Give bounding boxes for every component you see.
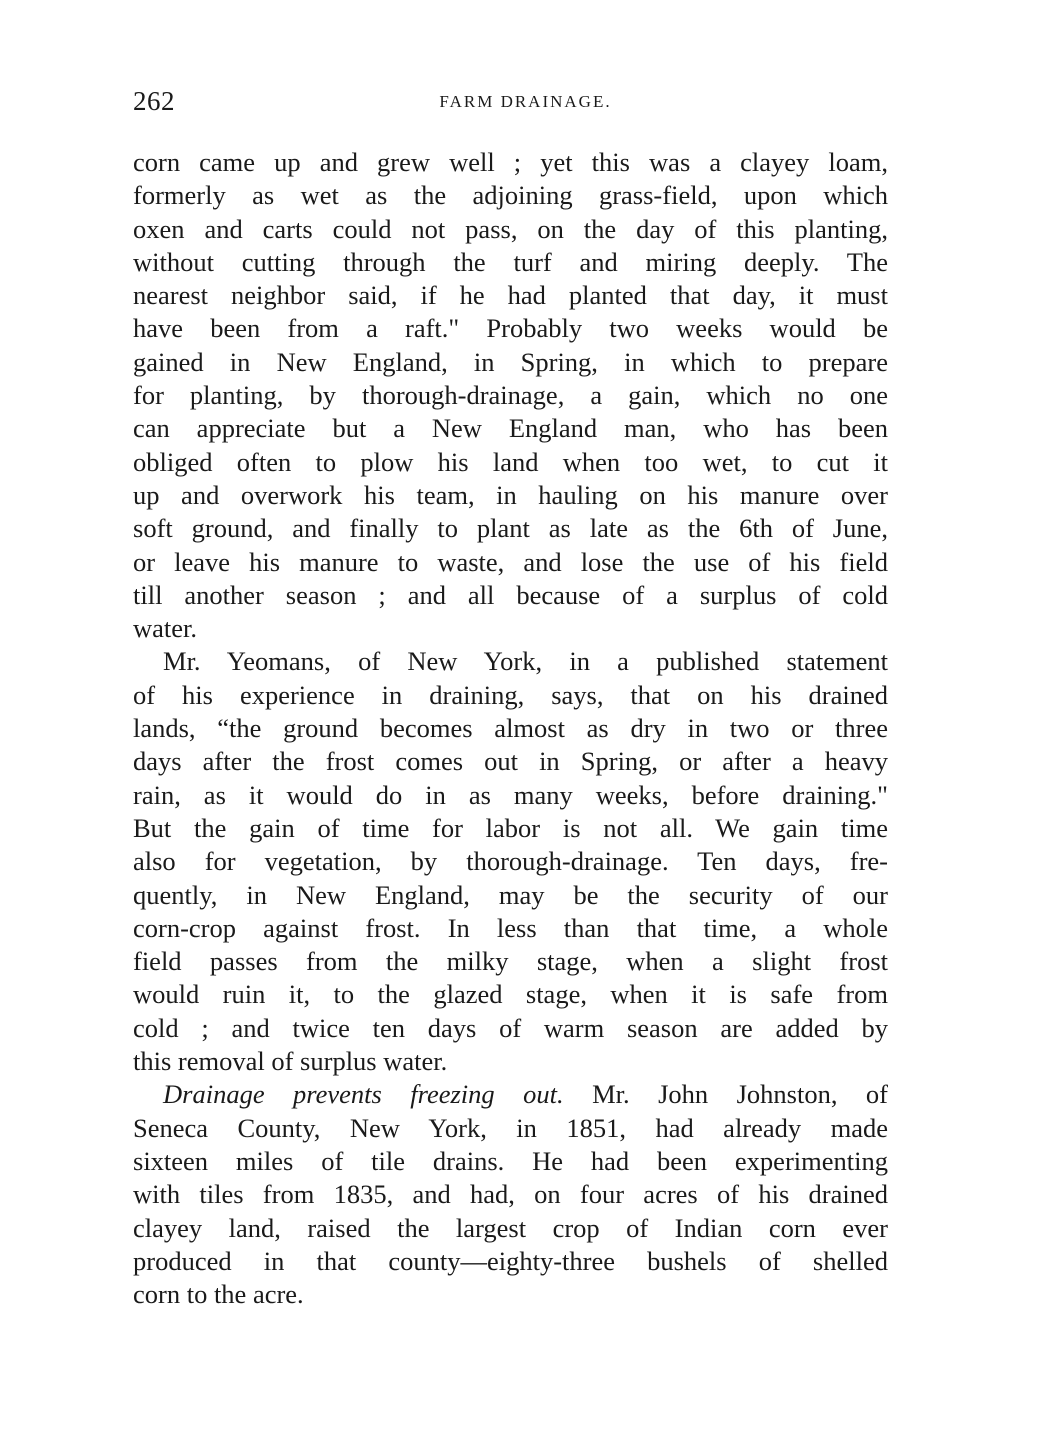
text-line: days after the frost comes out in Spring, or after a heavy <box>133 746 888 777</box>
running-head: FARM DRAINAGE. <box>439 92 612 111</box>
text-line: cold ; and twice ten days of warm season are added by <box>133 1012 888 1043</box>
text-line: of his experience in draining, says, that on his drained <box>133 679 888 710</box>
text-line: soft ground, and finally to plant as late as the 6th of June, <box>133 513 888 544</box>
text-line: this removal of surplus water. <box>133 1046 448 1077</box>
text-line: for planting, by thorough-drainage, a gain, which no one <box>133 380 888 411</box>
text-line: oxen and carts could not pass, on the day of this planting, <box>133 213 888 244</box>
text-line: produced in that county—eighty-three bushels of shelled <box>133 1245 888 1276</box>
text-line: gained in New England, in Spring, in which to prepare <box>133 346 888 377</box>
text-line: have been from a raft." Probably two weeks would be <box>133 313 888 344</box>
text-line: lands, “the ground becomes almost as dry in two or three <box>133 713 888 744</box>
paragraph-3 <box>133 1078 888 1311</box>
italic-run-in-heading: Drainage prevents freezing out. <box>163 1079 564 1110</box>
text-line: up and overwork his team, in hauling on his manure over <box>133 479 888 510</box>
text-line: Mr. Yeomans, of New York, in a published statement <box>163 646 888 677</box>
text-line: corn to the acre. <box>133 1279 304 1310</box>
text-line: nearest neighbor said, if he had planted that day, it must <box>133 280 888 311</box>
text-line: formerly as wet as the adjoining grass-field, upon which <box>133 180 888 211</box>
body-text <box>133 146 888 1311</box>
page-number: 262 <box>133 86 175 116</box>
text-line: or leave his manure to waste, and lose the use of his field <box>133 546 888 577</box>
text-line: obliged often to plow his land when too wet, to cut it <box>133 446 888 477</box>
text-line: can appreciate but a New England man, who has been <box>133 413 888 444</box>
text-line: quently, in New England, may be the security of our <box>133 879 888 910</box>
text-line: corn came up and grew well ; yet this was a clayey loam, <box>133 147 888 177</box>
text-run: Mr. John Johnston, of <box>563 1079 888 1110</box>
text-line: Seneca County, New York, in 1851, had already made <box>133 1112 888 1143</box>
text-line <box>133 1078 888 1111</box>
text-line: corn-crop against frost. In less than that time, a whole <box>133 912 888 943</box>
text-line: till another season ; and all because of a surplus of cold <box>133 579 888 610</box>
page-header <box>133 86 888 120</box>
text-line: sixteen miles of tile drains. He had been experimenting <box>133 1145 888 1176</box>
text-line: But the gain of time for labor is not all. We gain time <box>133 812 888 843</box>
paragraph-1 <box>133 146 888 645</box>
text-line: water. <box>133 613 198 644</box>
text-line: with tiles from 1835, and had, on four acres of his drained <box>133 1179 888 1210</box>
text-line: clayey land, raised the largest crop of Indian corn ever <box>133 1212 888 1243</box>
text-line: without cutting through the turf and miring deeply. The <box>133 246 888 277</box>
text-line: also for vegetation, by thorough-drainage. Ten days, fre- <box>133 846 888 877</box>
text-line: would ruin it, to the glazed stage, when it is safe from <box>133 979 888 1010</box>
paragraph-2 <box>133 645 888 1078</box>
text-line: field passes from the milky stage, when a slight frost <box>133 946 888 977</box>
text-line: rain, as it would do in as many weeks, before draining." <box>133 779 888 810</box>
